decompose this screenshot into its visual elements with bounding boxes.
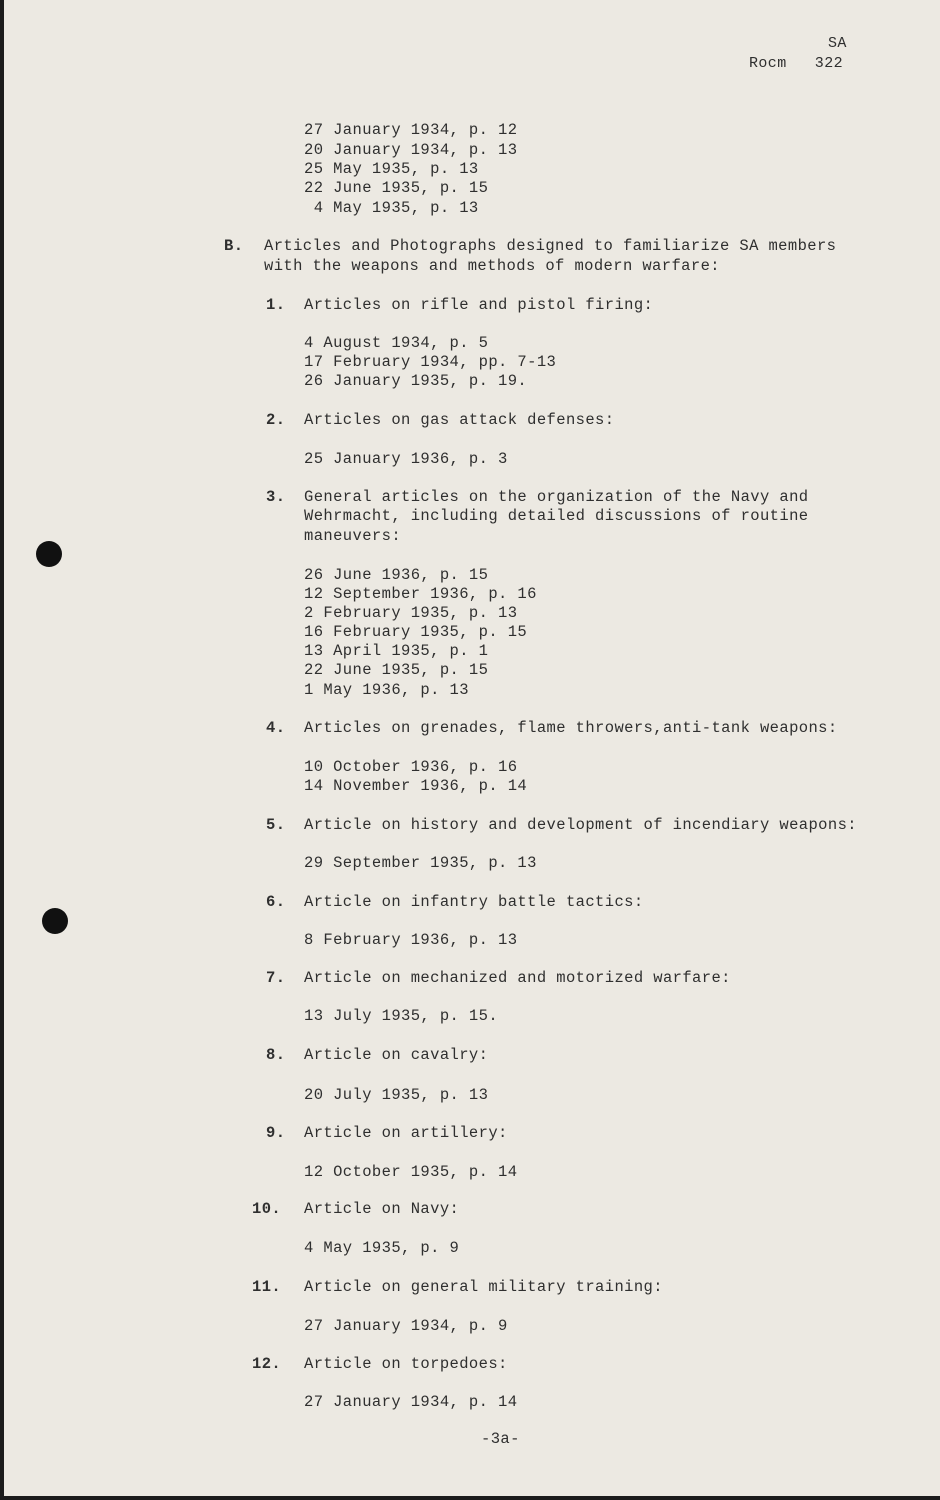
item-title: Article on torpedoes: <box>304 1355 508 1373</box>
top-ref: 4 May 1935, p. 13 <box>304 199 479 217</box>
item-ref: 26 June 1936, p. 15 <box>304 566 489 584</box>
item-title: Article on artillery: <box>304 1124 508 1142</box>
item-ref: 2 February 1935, p. 13 <box>304 604 518 622</box>
item-ref: 27 January 1934, p. 9 <box>304 1317 508 1335</box>
item-title: Articles on gas attack defenses: <box>304 411 615 429</box>
item-title: General articles on the organization of the Navy and <box>304 488 809 506</box>
item-ref: 10 October 1936, p. 16 <box>304 758 518 776</box>
punch-hole-upper <box>36 541 62 567</box>
item-ref: 17 February 1934, pp. 7-13 <box>304 353 557 371</box>
item-ref: 13 July 1935, p. 15. <box>304 1007 499 1025</box>
item-number: 9. <box>266 1124 286 1142</box>
item-title: maneuvers: <box>304 527 402 545</box>
item-number: 6. <box>266 893 286 911</box>
item-number: 1. <box>266 296 286 314</box>
item-title: Article on Navy: <box>304 1200 460 1218</box>
item-ref: 14 November 1936, p. 14 <box>304 777 528 795</box>
item-ref: 12 September 1936, p. 16 <box>304 585 537 603</box>
section-heading: Articles and Photographs designed to familiarize SA members <box>264 237 837 255</box>
scan-edge-bottom <box>0 1496 940 1500</box>
item-ref: 20 July 1935, p. 13 <box>304 1086 489 1104</box>
item-number: 3. <box>266 488 286 506</box>
item-title: Articles on rifle and pistol firing: <box>304 296 654 314</box>
item-title: Articles on grenades, flame throwers,anti-tank weapons: <box>304 719 838 737</box>
item-number: 5. <box>266 816 286 834</box>
item-ref: 1 May 1936, p. 13 <box>304 681 469 699</box>
top-ref: 25 May 1935, p. 13 <box>304 160 479 178</box>
header-room: Rocm 322 <box>749 55 844 72</box>
item-ref: 12 October 1935, p. 14 <box>304 1163 518 1181</box>
item-number: 2. <box>266 411 286 429</box>
item-ref: 29 September 1935, p. 13 <box>304 854 537 872</box>
item-ref: 4 May 1935, p. 9 <box>304 1239 460 1257</box>
item-ref: 8 February 1936, p. 13 <box>304 931 518 949</box>
item-title: Article on general military training: <box>304 1278 663 1296</box>
item-ref: 25 January 1936, p. 3 <box>304 450 508 468</box>
item-number: 4. <box>266 719 286 737</box>
item-number: 10. <box>252 1200 282 1218</box>
section-heading: with the weapons and methods of modern warfare: <box>264 257 720 275</box>
item-number: 8. <box>266 1046 286 1064</box>
item-ref: 26 January 1935, p. 19. <box>304 372 528 390</box>
item-title: Article on mechanized and motorized warfare: <box>304 969 731 987</box>
top-ref: 27 January 1934, p. 12 <box>304 121 518 139</box>
section-letter: B. <box>224 237 244 255</box>
top-ref: 22 June 1935, p. 15 <box>304 179 489 197</box>
top-ref: 20 January 1934, p. 13 <box>304 141 518 159</box>
item-number: 11. <box>252 1278 282 1296</box>
item-ref: 16 February 1935, p. 15 <box>304 623 528 641</box>
item-number: 12. <box>252 1355 282 1373</box>
item-title: Wehrmacht, including detailed discussions of routine <box>304 507 809 525</box>
item-title: Article on cavalry: <box>304 1046 489 1064</box>
page-number: -3a- <box>481 1430 520 1448</box>
item-ref: 13 April 1935, p. 1 <box>304 642 489 660</box>
item-title: Article on infantry battle tactics: <box>304 893 644 911</box>
item-number: 7. <box>266 969 286 987</box>
punch-hole-lower <box>42 908 68 934</box>
item-ref: 27 January 1934, p. 14 <box>304 1393 518 1411</box>
item-ref: 22 June 1935, p. 15 <box>304 661 489 679</box>
item-title: Article on history and development of incendiary weapons: <box>304 816 857 834</box>
header-code: SA <box>828 35 847 52</box>
item-ref: 4 August 1934, p. 5 <box>304 334 489 352</box>
scan-edge-left <box>0 0 4 1500</box>
